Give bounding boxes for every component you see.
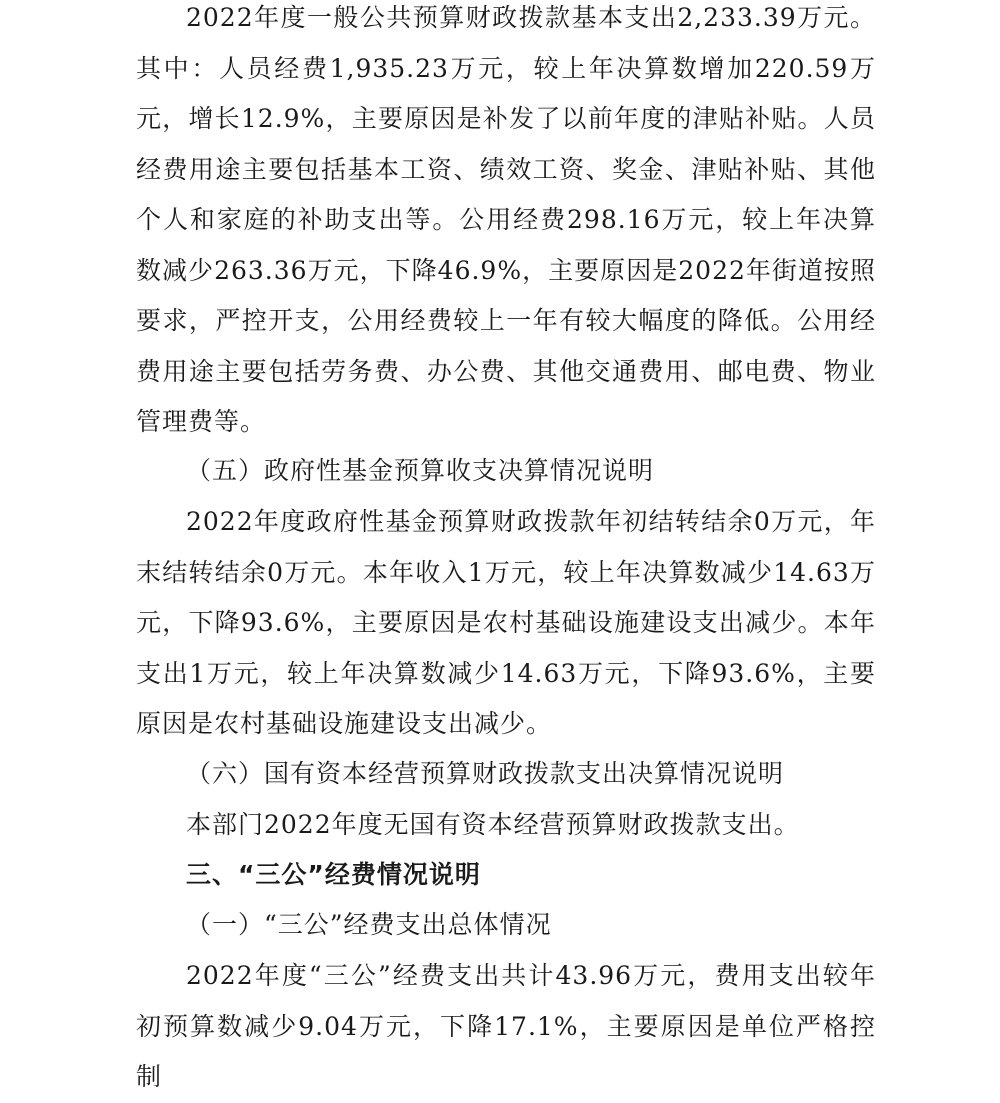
paragraph-state-capital: 本部门2022年度无国有资本经营预算财政拨款支出。 — [186, 810, 800, 839]
subsection-heading-three-public-overall: （一）“三公”经费支出总体情况 — [186, 910, 552, 939]
section-heading-government-fund: （五）政府性基金预算收支决算情况说明 — [186, 456, 655, 485]
section-heading-three-public: 三、“三公”经费情况说明 — [186, 860, 481, 889]
paragraph-basic-expenditure: 2022年度一般公共预算财政拨款基本支出2,233.39万元。其中：人员经费1,935.23万元，较上年决算数增加220.59万元，增长12.9%，主要原因是补发了以前年度的津贴补贴。人员经费用途主要包括基本工资、绩效工资、奖金、津贴补贴、其他个人和家庭的补助支出等。公用经费298.16万元，较上年决算数减少263.36万元，下降46.9%，主要原因是2022年街道按照要求，严控开支，公用经费较上一年有较大幅度的降低。公用经费用途主要包括劳务费、办公费、其他交通费用、邮电费、物业管理费等。 — [136, 3, 876, 436]
paragraph-government-fund: 2022年度政府性基金预算财政拨款年初结转结余0万元，年末结转结余0万元。本年收入1万元，较上年决算数减少14.63万元，下降93.6%，主要原因是农村基础设施建设支出减少。本年支出1万元，较上年决算数减少14.63万元，下降93.6%，主要原因是农村基础设施建设支出减少。 — [136, 507, 876, 738]
paragraph-three-public-overall: 2022年度“三公”经费支出共计43.96万元，费用支出较年初预算数减少9.04万元，下降17.1%，主要原因是单位严格控制 — [136, 961, 876, 1091]
section-heading-state-capital: （六）国有资本经营预算财政拨款支出决算情况说明 — [186, 759, 785, 788]
